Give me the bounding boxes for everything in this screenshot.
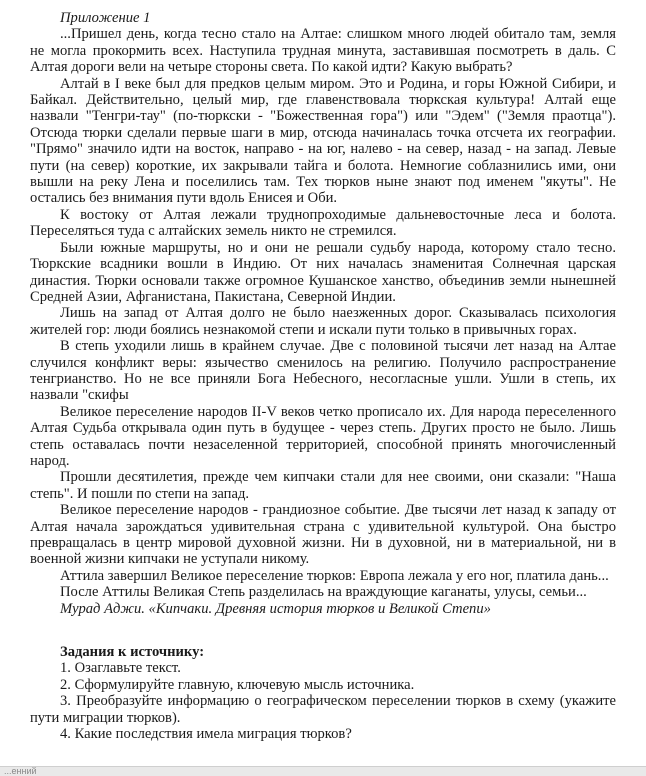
task-item: 2. Сформулируйте главную, ключевую мысль источника. — [60, 676, 415, 693]
task-item: 4. Какие последствия имела миграция тюрков? — [60, 726, 352, 743]
paragraph: Аттила завершил Великое переселение тюрков: Европа лежала у его ног, платила дань... — [60, 567, 609, 584]
document-title: Приложение 1 — [60, 10, 151, 26]
paragraph: Были южные маршруты, но и они не решали судьбу народа, которому стало тесно. Тюркские всадники вошли в Индию. От них началась знаменитая Солнечная царская династия. Тюрки основали также огромное Кушанское ханство, объединив земли нынешней Средней Азии, Афганистана, Пакистана, Северной Индии. — [30, 239, 616, 305]
task-item: 1. Озаглавьте текст. — [60, 660, 181, 677]
paragraph: В степь уходили лишь в крайнем случае. Две с половиной тысячи лет назад на Алтае случился конфликт веры: язычество сменилось на религию. Получило распространение тенгрианство. Но не все приняли Бога Небесного, несогласные ушли. Ушли в степь, их назвали "скифы — [30, 338, 616, 404]
paragraph: Великое переселение народов II-V веков четко прописало их. Для народа переселенного Алтая Судьба открывала один путь в будущее - через степь. Других просто не было. Лишь степь оставалась почти незаселенной территорией, способной принять многочисленный народ. — [30, 403, 616, 469]
paragraph: Алтай в I веке был для предков целым миром. Это и Родина, и горы Южной Сибири, и Байкал. Действительно, целый мир, где главенствовала тюркская культура! Алтай еще назвали "Тенгри-тау" (по-тюркски - "Божественная гора") или "Эдем" ("Земля праотца"). Отсюда тюрки сделали первые шаги в мир, отсюда начиналась точка отсчета их географии. "Прямо" значило идти на восток, направо - на юг, налево - на север, назад - на запад. Левые пути (на север) короткие, их закрывали тайга и болота. Немногие соблазнились ими, они вышли на реку Лена и поселились там. Тех тюрков ныне знают под именем "якуты". Не остались без внимания пути вдоль Енисея и Оби. — [30, 75, 616, 207]
paragraph: После Аттилы Великая Степь разделилась на враждующие каганаты, улусы, семьи... — [60, 584, 587, 601]
paragraph: К востоку от Алтая лежали труднопроходимые дальневосточные леса и болота. Переселяться туда с алтайских земель никто не стремился. — [30, 206, 616, 240]
source-citation: Мурад Аджи. «Кипчаки. Древняя история тюрков и Великой Степи» — [60, 600, 491, 617]
tasks-heading: Задания к источнику: — [60, 644, 205, 661]
paragraph: Лишь на запад от Алтая долго не было наезженных дорог. Сказывалась психология жителей гор: люди боялись незнакомой степи и искали пути только в привычных горах. — [30, 305, 616, 338]
paragraph: ...Пришел день, когда тесно стало на Алтае: слишком много людей обитало там, земля не могла прокормить всех. Наступила трудная минута, заставившая посмотреть в даль. С Алтая дороги вели на четыре стороны света. По какой идти? Какую выбрать? — [30, 26, 616, 76]
bottom-bar-label: ...енний — [4, 766, 37, 776]
paragraph: Прошли десятилетия, прежде чем кипчаки стали для нее своими, они сказали: "Наша степь". И пошли по степи на запад. — [30, 469, 616, 502]
task-item: 3. Преобразуйте информацию о географическом переселении тюрков в схему (укажите пути миграции тюрков). — [30, 693, 616, 726]
bottom-bar — [0, 766, 646, 776]
paragraph: Великое переселение народов - грандиозное событие. Две тысячи лет назад к западу от Алтая начала зарождаться удивительная страна с удивительной культурой. Она быстро превращалась в центр мировой духовной жизни. Ни в духовной, ни в материальной, ни в военной жизни кипчаки не уступали никому. — [30, 502, 616, 568]
